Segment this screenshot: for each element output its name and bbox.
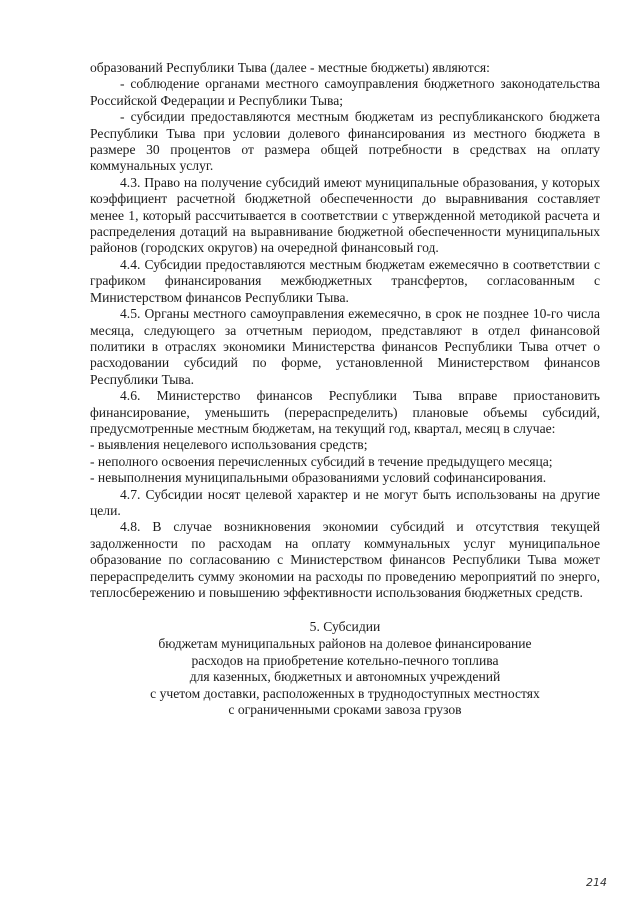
section-title-line: бюджетам муниципальных районов на долевое финансирование [158, 636, 532, 651]
paragraph-continuation: образований Республики Тыва (далее - местные бюджеты) являются: [90, 60, 490, 75]
paragraph-condition-2: - субсидии предоставляются местным бюджетам из республиканского бюджета Республики Тыва при условии долевого финансирования из местного бюджета в размере 30 процентов от размера общей потребности в средствах на оплату коммунальных услуг. [90, 109, 600, 174]
paragraph-4-6: 4.6. Министерство финансов Республики Тыва вправе приостановить финансирование, уменьшить (перераспределить) плановые объемы субсидий, предусмотренные местным бюджетам, на текущий год, квартал, месяц в случае: [90, 388, 600, 436]
page-number: 214 [586, 876, 607, 889]
paragraph-4-8: 4.8. В случае возникновения экономии субсидий и отсутствия текущей задолженности по расходам на оплату коммунальных услуг муниципальное образование по согласованию с Министерством финансов Республики Тыва может перераспределить сумму экономии на расходы по проведению мероприятий по энерго, теплосбережению и повышению эффективности использования бюджетных средств. [90, 519, 600, 600]
section-number: 5. Субсидии [309, 619, 381, 635]
paragraph-4-5: 4.5. Органы местного самоуправления ежемесячно, в срок не позднее 10-го числа месяца, следующего за отчетным периодом, представляют в отдел финансовой политики в отраслях экономики Министерства финансов Республики Тыва отчет о расходовании субсидий по форме, установленной Министерством финансов Республики Тыва. [90, 306, 600, 387]
document-body [90, 60, 600, 719]
paragraph-4-7: 4.7. Субсидии носят целевой характер и не могут быть использованы на другие цели. [90, 486, 600, 518]
list-item-misuse: - выявления нецелевого использования средств; [90, 437, 368, 453]
section-title-line: с учетом доставки, расположенных в труднодоступных местностях [150, 685, 540, 701]
paragraph-4-4: 4.4. Субсидии предоставляются местным бюджетам ежемесячно в соответствии с графиком финансирования межбюджетных трансфертов, согласованным с Министерством финансов Республики Тыва. [90, 256, 600, 305]
list-item-incomplete: - неполного освоения перечисленных субсидий в течение предыдущего месяца; [90, 453, 553, 469]
paragraph-4-3: 4.3. Право на получение субсидий имеют муниципальные образования, у которых коэффициент расчетной бюджетной обеспеченности до выравнивания составляет менее 1, который рассчитывается в соответствии с утвержденной методикой расчета и распределения дотаций на выравнивание бюджетной обеспеченности муниципальных районов (городских округов) на очередной финансовый год. [90, 174, 600, 256]
section-title-line: для казенных, бюджетных и автономных учреждений [189, 669, 501, 685]
paragraph-condition-1: - соблюдение органами местного самоуправления бюджетного законодательства Российской Федерации и Республики Тыва; [90, 76, 600, 108]
section-heading [90, 619, 600, 719]
section-title-line: расходов на приобретение котельно-печного топлива [191, 652, 499, 668]
section-title-line: с ограниченными сроками завоза грузов [228, 702, 462, 718]
list-item-cofinancing: - невыполнения муниципальными образованиями условий софинансирования. [90, 470, 547, 486]
